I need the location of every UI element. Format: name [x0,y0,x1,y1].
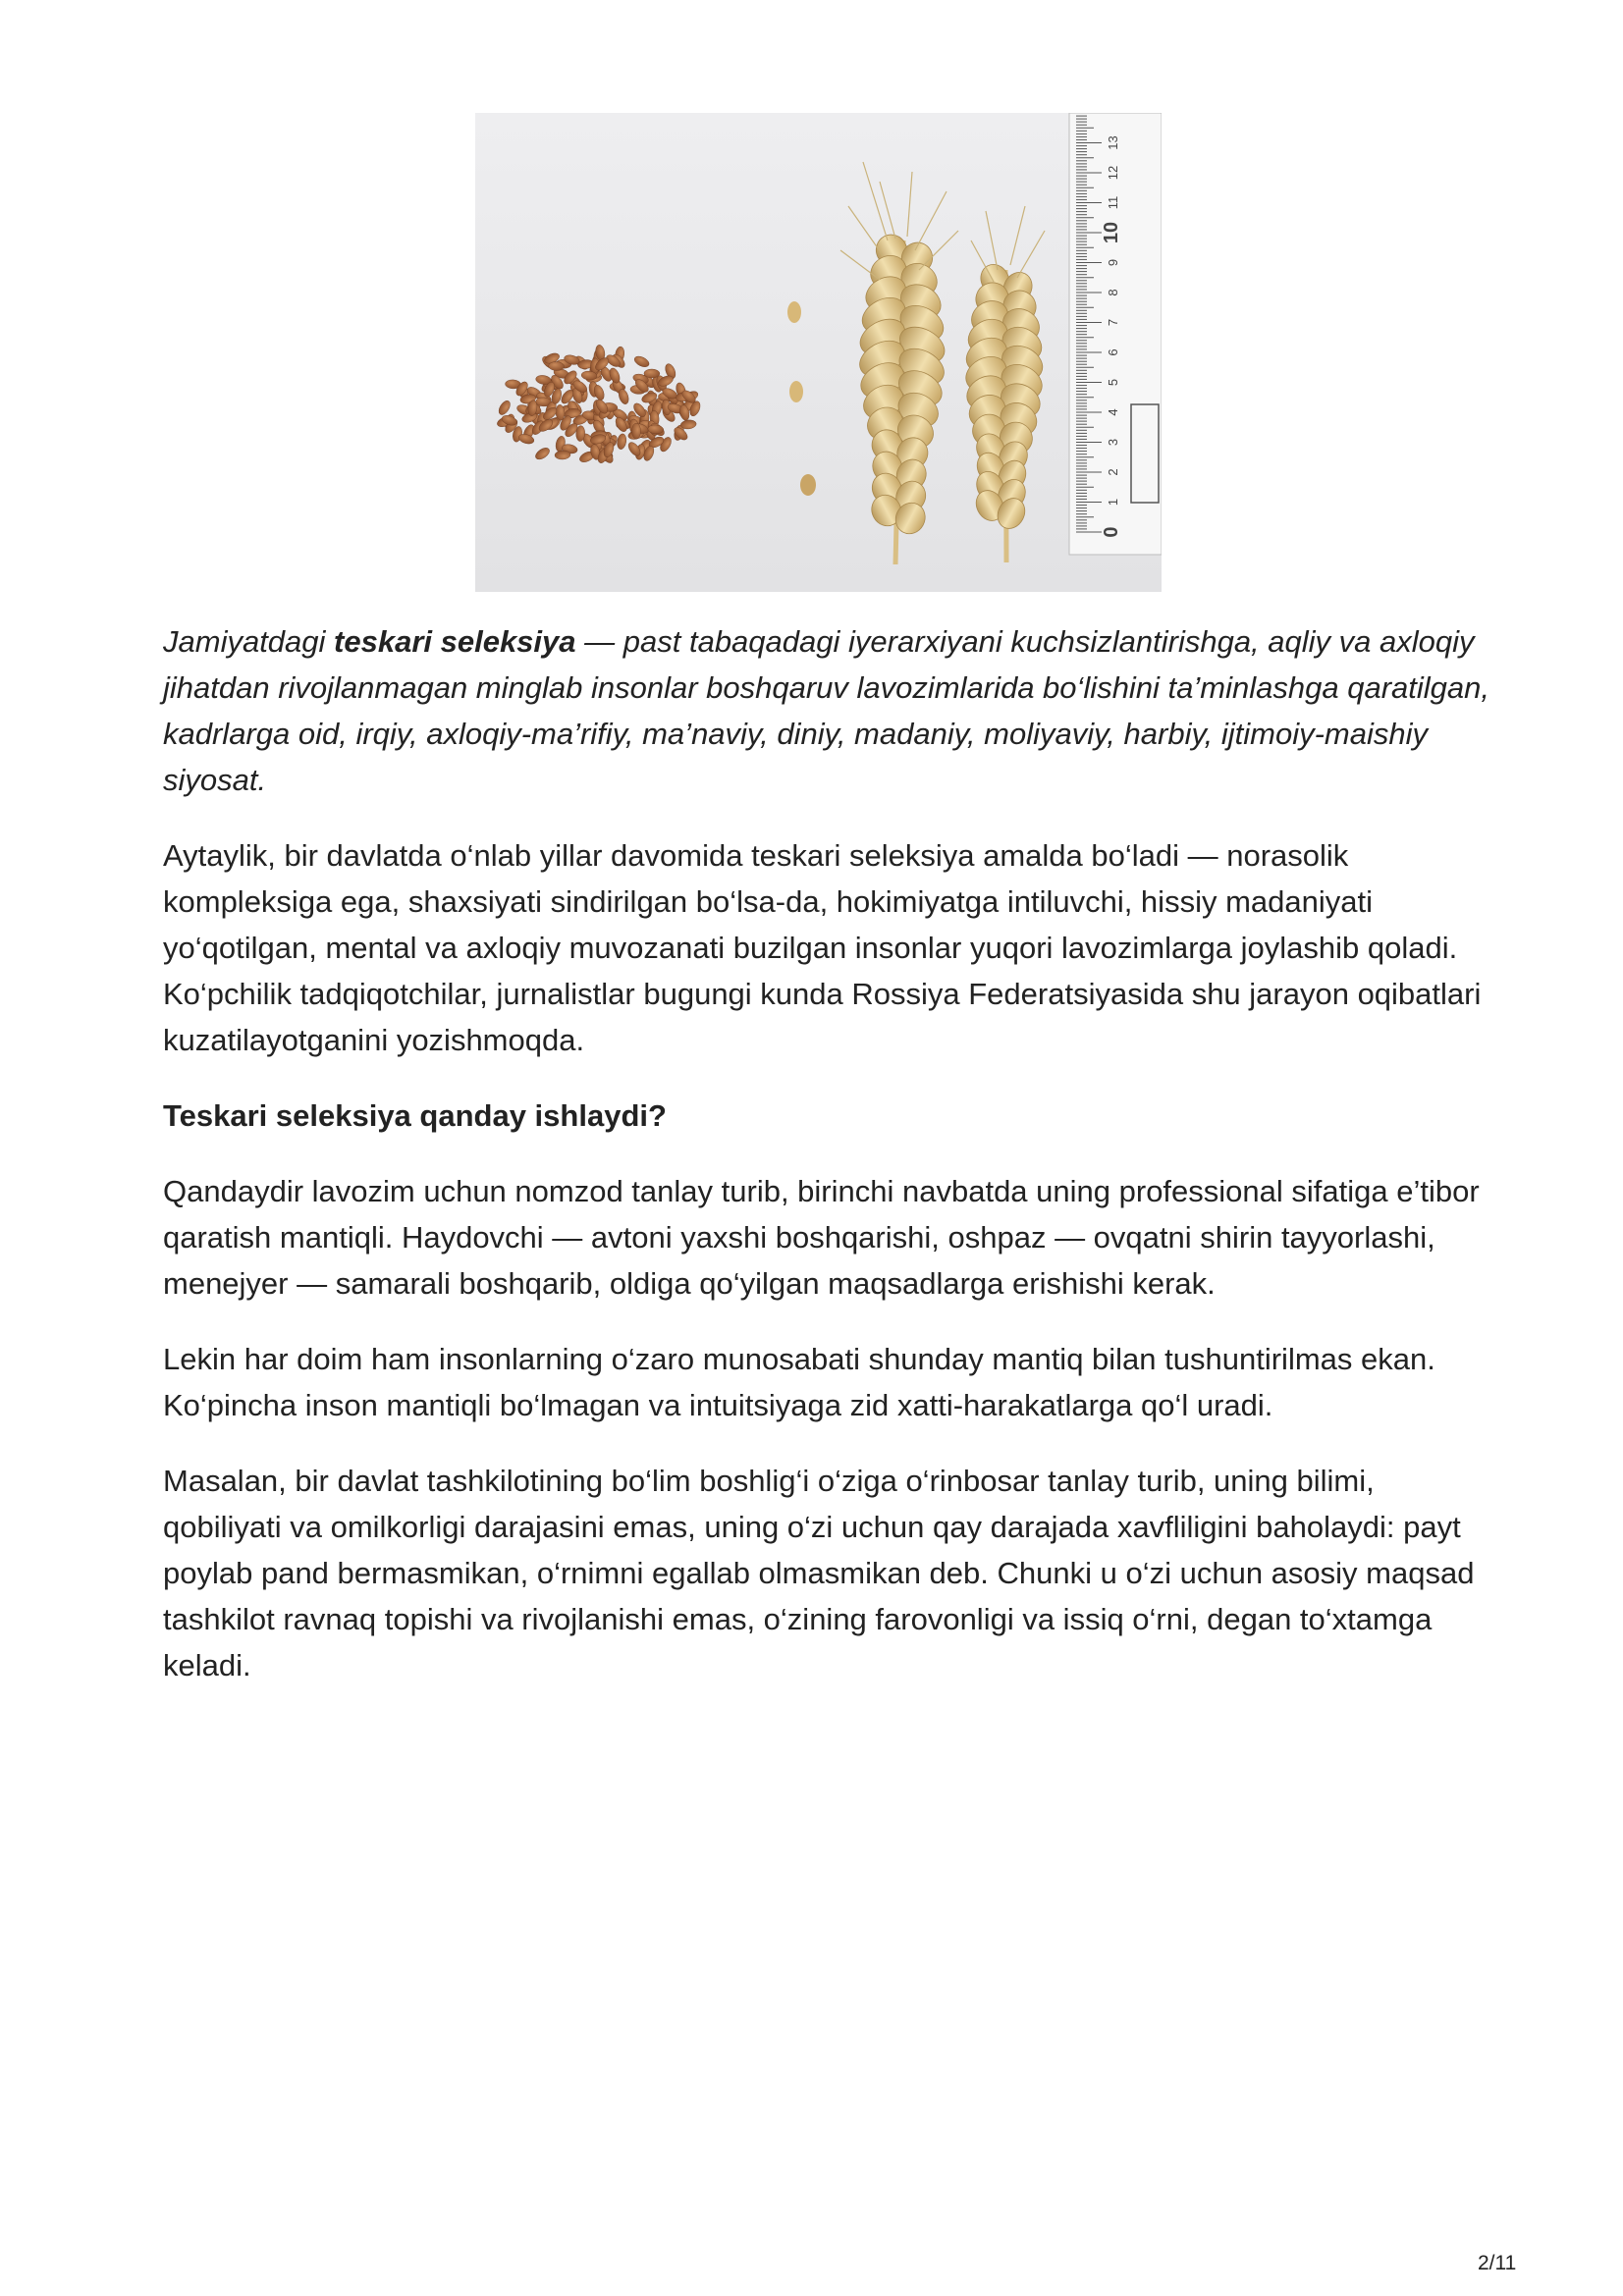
intro-definition [163,618,1498,803]
ruler-number: 2 [1106,468,1120,476]
page-number: 2/11 [1478,2252,1517,2274]
ruler-number: 11 [1106,195,1120,210]
ruler-number: 7 [1106,318,1120,327]
article-body [163,618,1498,1718]
ruler-number: 1 [1106,498,1120,507]
wheat-illustration [475,113,1162,592]
ruler-number: 9 [1106,258,1120,267]
intro-term: teskari seleksiya [334,624,576,659]
ruler-number: 5 [1106,378,1120,387]
paragraph-4: Masalan, bir davlat tashkilotining bo‘lim boshlig‘i o‘ziga o‘rinbosar tanlay turib, uning bilimi, qobiliyati va omilkorligi darajasini emas, uning o‘zi uchun qay darajada xavfliligini baholaydi: payt poylab pand bermasmikan, o‘rnimni egallab olmasmikan deb. Chunki u o‘zi uchun asosiy maqsad tashkilot ravnaq topishi va rivojlanishi emas, o‘zining farovonligi va issiq o‘rni, degan to‘xtamga keladi. [163,1464,1475,1682]
intro-prefix: Jamiyatdagi [163,624,335,659]
ruler-number: 10 [1101,221,1122,244]
ruler-number: 3 [1106,438,1120,447]
wheat-photo [475,113,1162,592]
ruler [1069,113,1162,555]
intro-rest: — past tabaqadagi iyerarxiyani kuchsizlantirishga, aqliy va axloqiy jihatdan rivojlanmagan minglab insonlar boshqaruv lavozimlarida bo‘lishini ta’minlashga qaratilgan, kadrlarga oid, irqiy, axloqiy-ma’rifiy, ma’naviy, diniy, madaniy, moliyaviy, harbiy, ijtimoiy-maishiy siyosat. [163,624,1489,797]
paragraph-3: Lekin har doim ham insonlarning o‘zaro munosabati shunday mantiq bilan tushuntirilmas ekan. Ko‘pincha inson mantiqli bo‘lmagan va intuitsiyaga zid xatti-harakatlarga qo‘l uradi. [163,1342,1435,1422]
section-heading: Teskari seleksiya qanday ishlaydi? [163,1098,667,1133]
ruler-number: 13 [1106,135,1120,150]
ruler-number: 0 [1101,526,1122,538]
ruler-number: 4 [1106,408,1120,416]
paragraph-2: Qandaydir lavozim uchun nomzod tanlay turib, birinchi navbatda uning professional sifatiga e’tibor qaratish mantiqli. Haydovchi — avtoni yaxshi boshqarishi, oshpaz — ovqatni shirin tayyorlashi, menejyer — samarali boshqarib, oldiga qo‘yilgan maqsadlarga erishishi kerak. [163,1174,1480,1301]
ruler-number: 8 [1106,289,1120,296]
paragraph-1: Aytaylik, bir davlatda o‘nlab yillar davomida teskari seleksiya amalda bo‘ladi — norasolik kompleksiga ega, shaxsiyati sindirilgan bo‘lsa-da, hokimiyatga intiluvchi, hissiy madaniyati yo‘qotilgan, mental va axloqiy muvozanati buzilgan insonlar yuqori lavozimlarga joylashib qoladi. Ko‘pchilik tadqiqotchilar, jurnalistlar bugungi kunda Rossiya Federatsiyasida shu jarayon oqibatlari kuzatilayotganini yozishmoqda. [163,838,1482,1057]
ruler-number: 6 [1106,348,1120,356]
ruler-number: 12 [1106,165,1120,181]
